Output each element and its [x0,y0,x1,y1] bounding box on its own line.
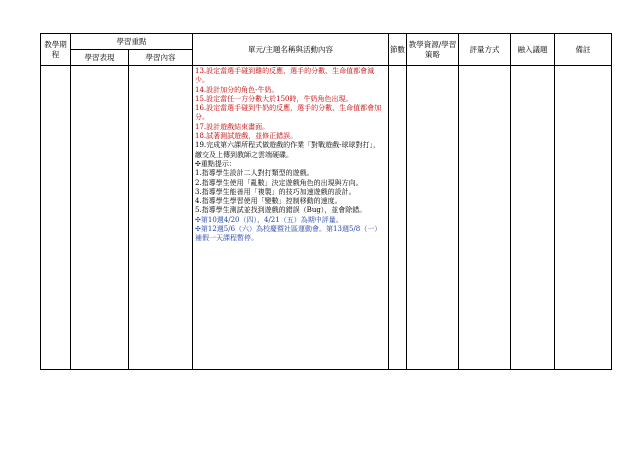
activity-line: 19.完成第六課所程式做遊戲的作業「對戰遊戲-球球對打」，繳交及上傳到教師之雲端硬碟。 [195,141,380,159]
header-row-1 [41,34,612,50]
activity-line: 13.設定當選手碰到雞的反應，選手的分數、生命值都會減少。 [195,67,375,85]
col-remarks-header: 備註 [555,34,612,66]
col-sections-header: 節數 [389,34,407,66]
key-points-heading: ✣重點提示： [195,159,236,168]
learning-content-cell [129,66,193,370]
sections-cell [389,66,407,370]
schedule-note: ✣第10週4/20（四）、4/21（五）為期中評量。 [195,215,343,224]
assessment-cell [459,66,511,370]
col-learning-focus-header: 學習重點 [71,34,193,50]
lesson-plan-table [40,33,612,370]
activity-line: 14.設計加分的角色-牛奶。 [195,85,279,94]
key-point-item: 5.指導學生測試並找到遊戲的錯誤（Bug），並會除錯。 [195,206,367,215]
activity-line: 16.設定當選手碰到牛奶的反應，選手的分數、生命值都會加分。 [195,104,382,122]
period-cell [41,66,71,370]
col-unit-activity-header: 單元/主題名稱與活動內容 [193,34,389,66]
integration-cell [511,66,555,370]
activity-content [193,66,388,244]
key-point-item: 1.指導學生設計二人對打類型的遊戲。 [195,169,314,178]
remarks-cell [555,66,612,370]
activity-line: 17.設計遊戲結束畫面。 [195,122,270,131]
key-point-item: 3.指導學生能善用「複製」的技巧加速遊戲的設計。 [195,187,356,196]
resources-cell [407,66,459,370]
col-assessment-header: 評量方式 [459,34,511,66]
activity-line: 15.設定當任一方分數大於150時，牛奶角色出現。 [195,94,353,103]
col-learning-content-header: 學習內容 [129,50,193,66]
unit-activity-cell [193,66,389,370]
activity-line: 18.試著測試遊戲，並修正錯誤。 [195,132,298,141]
col-period-header: 教學期程 [41,34,71,66]
col-learning-performance-header: 學習表現 [71,50,129,66]
schedule-note: ✣第12週5/6（六）為校慶暨社區運動會。第13週5/8（一）補假一天課程暫停。 [195,225,382,243]
learning-performance-cell [71,66,129,370]
col-integration-header: 融入議題 [511,34,555,66]
content-row [41,66,612,370]
col-resources-header: 教學資源/學習策略 [407,34,459,66]
key-point-item: 4.指導學生學習使用「變數」控制移動的速度。 [195,197,342,206]
key-point-item: 2.指導學生使用「亂數」決定遊戲角色的出現與方向。 [195,178,363,187]
